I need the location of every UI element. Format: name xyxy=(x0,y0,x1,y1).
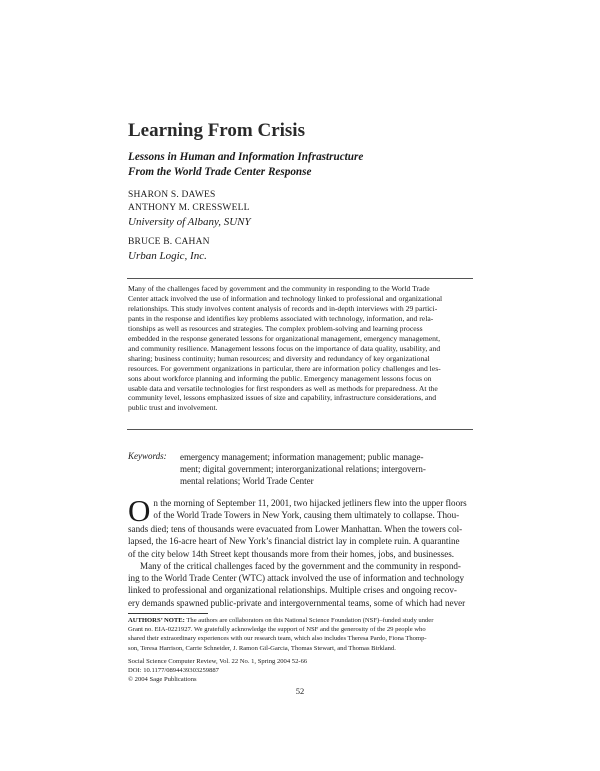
footnote-label: AUTHORS’ NOTE: xyxy=(128,617,185,624)
article-subtitle xyxy=(128,150,488,180)
body-text xyxy=(128,493,474,609)
abstract-line: usable data and versatile technologies for first responders as well as methods for preparedness. At the xyxy=(128,383,438,393)
author-name: BRUCE B. CAHAN xyxy=(128,237,210,247)
body-line: ing to the World Trade Center (WTC) attack involved the use of information and technology xyxy=(128,573,464,584)
body-line: lapsed, the 16-acre heart of New York’s financial district lay in complete ruin. A quarantine xyxy=(128,536,460,547)
journal-doi: DOI: 10.1177/0894439303259887 xyxy=(128,667,219,674)
footnote-line: Grant no. EIA-0221927. We gratefully acknowledge the support of NSF and the generosity of the 29 people who xyxy=(128,626,426,634)
authors-note xyxy=(128,616,474,653)
body-line: linked to professional and organizational relationships. Multiple crises and ongoing recov- xyxy=(128,585,457,596)
keywords-list xyxy=(180,451,472,487)
abstract-line: tionships as well as resources and strategies. The complex problem-solving and learning process xyxy=(128,323,423,333)
drop-cap: O xyxy=(128,493,151,528)
subtitle-line: From the World Trade Center Response xyxy=(128,166,312,178)
body-line: of the city below 14th Street kept thousands more from their homes, jobs, and businesses. xyxy=(128,548,455,559)
author-affiliation: University of Albany, SUNY xyxy=(128,216,251,228)
keywords-label: Keywords: xyxy=(128,451,167,461)
author-name: ANTHONY M. CRESSWELL xyxy=(128,203,250,213)
abstract-line: sons about workforce planning and informing the public. Emergency management lessons focus on xyxy=(128,373,432,383)
author-name: SHARON S. DAWES xyxy=(128,190,216,200)
page-number: 52 xyxy=(295,686,305,696)
abstract-line: community level, lessons emphasized issues of size and capability, infrastructure considerations, and xyxy=(128,393,437,403)
journal-info xyxy=(128,657,474,684)
abstract-line: pants in the response and identifies key problems associated with technology, information, and rela- xyxy=(128,313,434,323)
footnote-text: The authors are collaborators on this National Science Foundation (NSF)–funded study under xyxy=(186,617,434,624)
keywords-line: mental relations; World Trade Center xyxy=(180,476,314,486)
keywords-line: emergency management; information management; public manage- xyxy=(180,452,424,462)
body-line: n the morning of September 11, 2001, two hijacked jetliners flew into the upper floors xyxy=(153,498,467,508)
footnote-rule xyxy=(128,613,208,614)
body-line: sands died; tens of thousands were evacuated from Lower Manhattan. When the towers col- xyxy=(128,524,463,534)
abstract-line: Many of the challenges faced by government and the community in responding to the World Trade xyxy=(128,284,430,293)
body-line: ery demands spawned public-private and intergovernmental teams, some of which had never xyxy=(128,597,466,608)
body-line: of the World Trade Towers in New York, causing them ultimately to collapse. Thou- xyxy=(153,510,460,521)
abstract-line: public trust and involvement. xyxy=(128,403,218,413)
journal-citation: Social Science Computer Review, Vol. 22 No. 1, Spring 2004 52-66 xyxy=(128,658,308,665)
abstract-line: embedded in the response generated lessons for organizational management, emergency management, xyxy=(128,333,441,343)
abstract-line: resources. For government organizations in particular, there are information policy challenges and les- xyxy=(128,363,441,373)
article-title: Learning From Crisis xyxy=(128,120,305,141)
author-affiliation: Urban Logic, Inc. xyxy=(128,250,207,262)
abstract-line: Center attack involved the use of information and technology linked to professional and organizational xyxy=(128,293,443,303)
footnote-line xyxy=(128,616,474,625)
keywords-line: ment; digital government; interorganizational relations; intergovern- xyxy=(180,464,426,474)
footnote-line: son, Teresa Harrison, Carrie Schneider, J. Ramon Gil-Garcia, Thomas Stewart, and Thomas Birkland. xyxy=(128,644,396,652)
footnote-line: shared their extraordinary experiences with our research team, which also includes Theresa Pardo, Fiona Thomp- xyxy=(128,635,427,643)
journal-copyright: © 2004 Sage Publications xyxy=(128,676,197,683)
abstract-line: sharing; business continuity; human resources; and diversity and redundancy of key organizational xyxy=(128,353,430,363)
abstract-line: relationships. This study involves content analysis of records and in-depth interviews with 29 partici- xyxy=(128,303,438,313)
abstract-line: and community resilience. Management lessons focus on the importance of data quality, usability, and xyxy=(128,343,441,353)
abstract xyxy=(128,284,474,413)
subtitle-line: Lessons in Human and Information Infrastructure xyxy=(128,151,364,163)
body-line: Many of the critical challenges faced by the government and the community in respond- xyxy=(140,560,461,571)
